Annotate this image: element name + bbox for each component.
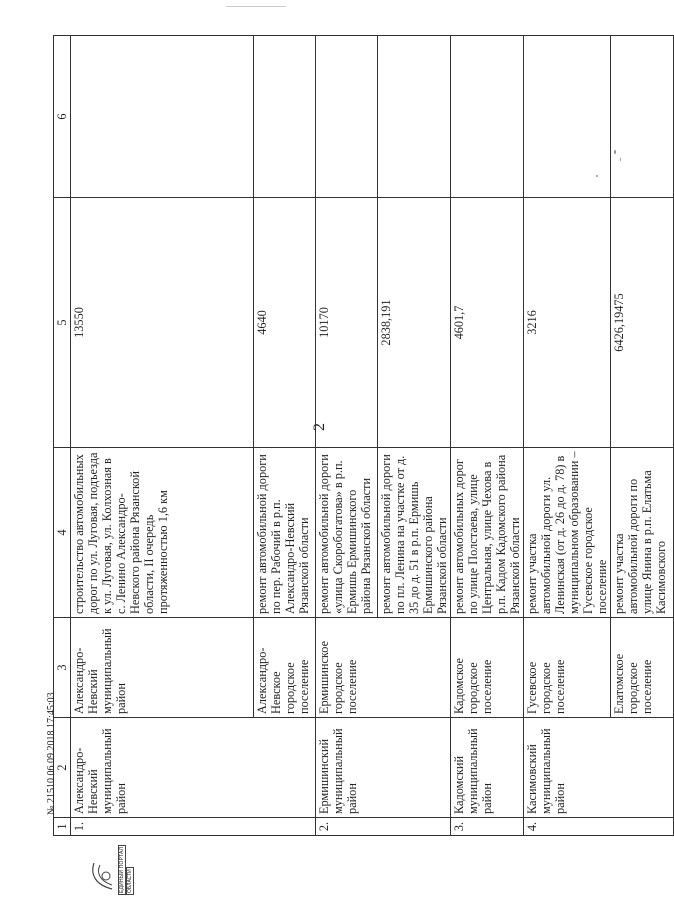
rotated-table-wrapper: [53, 36, 668, 836]
work-description-cell: ремонт автомобильной дороги по пл. Ленина на участке от д. 35 до д. 51 в р.п. Ермишь Ермишинского района Рязанской области: [378, 448, 451, 618]
note-cell: [254, 36, 316, 198]
row-number: 1.: [71, 818, 316, 836]
table-row: [524, 36, 611, 836]
scan-speck: [620, 158, 621, 161]
note-cell: [524, 36, 611, 198]
note-cell: [71, 36, 254, 198]
document-id: № 21510 06.09.2018 17:45:03: [46, 692, 57, 815]
district-cell: Ермишинский муниципальный район: [316, 718, 451, 818]
district-cell: Кадомский муниципальный район: [451, 718, 524, 818]
header-cell-3: 3: [54, 618, 71, 718]
header-cell-1: 1: [54, 818, 71, 836]
row-number: 4.: [524, 818, 674, 836]
header-cell-2: 2: [54, 718, 71, 818]
table-row: [611, 36, 674, 836]
settlement-cell: Гусевское городское поселение: [524, 618, 611, 718]
value-cell: 13550: [71, 198, 254, 448]
settlement-cell: Александро-Невское городское поселение: [254, 618, 316, 718]
table-row: [451, 36, 524, 836]
scan-speck: [614, 150, 616, 154]
portal-logo-icon: [86, 859, 116, 893]
scan-speck: [226, 6, 286, 7]
work-description-cell: ремонт участка автомобильной дороги ул. Ленинская (от д. 26 до д. 78) в муниципальном образовании – Гусевское городское поселение: [524, 448, 611, 618]
work-description-cell: ремонт автомобильной дороги «улица Скоробогатова» в р.п. Ермишь Ермишинского района Рязанской области: [316, 448, 378, 618]
page-number: 2: [311, 423, 328, 431]
work-description-cell: ремонт автомобильной дороги по пер. Рабочий в р.п. Александро-Невский Рязанской области: [254, 448, 316, 618]
value-cell: 10170: [316, 198, 378, 448]
stamp-line-2: ОБЛАСТИ: [127, 869, 133, 893]
scan-speck: [596, 175, 598, 177]
note-cell: [451, 36, 524, 198]
header-cell-6: 6: [54, 36, 71, 198]
work-description-cell: ремонт участка автомобильной дороги по улице Янина в р.п. Елатьма Касимовского: [611, 448, 674, 618]
works-table: [53, 35, 674, 836]
table-row: [254, 36, 316, 836]
value-cell: 4640: [254, 198, 316, 448]
table-row: [71, 36, 254, 836]
district-cell: Касимовский муниципальный район: [524, 718, 674, 818]
table-row: [316, 36, 378, 836]
settlement-cell: Александро-Невский муниципальный район: [71, 618, 254, 718]
note-cell: [611, 36, 674, 198]
row-number: 3.: [451, 818, 524, 836]
value-cell: 3216: [524, 198, 611, 448]
header-cell-4: 4: [54, 448, 71, 618]
stamp-line-1: ЕДИНЫЙ ПОРТАЛ: [119, 846, 125, 893]
value-cell: 6426,19475: [611, 198, 674, 448]
district-cell: Александро-Невский муниципальный район: [71, 718, 316, 818]
note-cell: [316, 36, 378, 198]
settlement-cell: Ермишинское городское поселение: [316, 618, 451, 718]
value-cell: 2838,191: [378, 198, 451, 448]
value-cell: 4601,7: [451, 198, 524, 448]
settlement-cell: Кадомское городское поселение: [451, 618, 524, 718]
header-cell-5: 5: [54, 198, 71, 448]
row-number: 2.: [316, 818, 451, 836]
note-cell: [378, 36, 451, 198]
settlement-cell: Елатомское городское поселение: [611, 618, 674, 718]
work-description-cell: ремонт автомобильных дорог по улице Полстаева, улице Центральная, улице Чехова в р.п. Кадом Кадомского района Рязанской области: [451, 448, 524, 618]
work-description-cell: строительство автомобильных дорог по ул. Луговая, подъезда к ул. Луговая, ул. Колхозная в с. Ленино Александро-Невского района Рязанской области, II очередь протяженностью 1,6 км: [71, 448, 254, 618]
